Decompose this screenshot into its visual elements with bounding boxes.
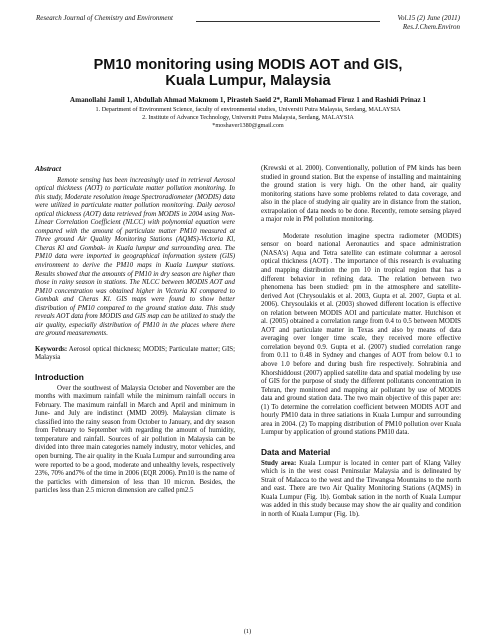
paper-title-line1: PM10 monitoring using MODIS AOT and GIS,	[93, 57, 403, 73]
running-header	[36, 14, 460, 24]
study-area-paragraph	[261, 460, 461, 520]
study-area-label: Study area:	[261, 459, 297, 467]
keywords	[35, 346, 235, 363]
journal-volume: Vol.15 (2) June (2011)	[397, 14, 460, 22]
data-material-heading: Data and Material	[261, 446, 331, 457]
abstract-text: Remote sensing has been increasingly used in retrieval Aerosol optical thickness (AOT) to particulate matter pollution monitoring. In this study, Moderate resolution image Spectroradiometer (MODIS) data were utilized in particulate matter pollution monitoring. Daily aerosol optical thickness (AOT) data retrieved from MODIS in 2004 using Non-Linear Correlation Coefficient (NLCC) with polynomial equation were compared with the amount of particulate matter PM10 measured at Three ground Air Quality Monitoring Stations (AQMS)-Victoria Kl, Cheras Kl and Gombak- in Kuala lumpur and surrounding area. The PM10 data were imported in geographical information system (GIS) environment to derive the PM10 maps in Kuala Lumpur stations. Results showed that the amounts of PM10 in dry season are higher than those in rainy season in stations. The NLCC between MODIS AOT and PM10 concentration was obtained higher in Victoria Kl compared to Gombak and Cheras Kl. GIS maps were found to show better distribution of PM10 compared to the ground station data. This study reveals AOT data from MODIS and GIS map can be utilized to study the air quality, especially distribution of PM10 in the places where there are ground measurements.	[35, 176, 235, 338]
introduction-text: Over the southwest of Malaysia October and November are the months with maximum rainfall while the minimum rainfall occurs in February. The maximum rainfall in March and April and minimum in June- and July are indistinct (MMD 2009). Malaysian climate is classified into the rainy season from October to January, and dry season from February to September with regarding the amount of humidity, temperature and rainfall. Sources of air pollution in Malaysia can be divided into three main categories namely industry, motor vehicles, and open burning. The air quality in the Kuala Lumpur and surrounding area were reported to be a good, moderate and unhealthy levels, respectively 23%, 70% and7% of the time in 2006 (EQR 2006). Pm10 is the name of the particles with dimension of less than 10 micron. Besides, the particles less than 2.5 micron dimension are called pm2.5	[35, 384, 235, 495]
page-number: (1)	[243, 628, 252, 635]
abstract-heading: Abstract	[35, 164, 62, 173]
author-list: Amanollahi Jamil 1, Abdullah Ahmad Makmom 1, Pirasteh Saeid 2*, Ramli Mohamad Firuz 1 and Rashidi Prinaz 1	[69, 96, 427, 104]
header-rule	[196, 21, 380, 22]
affiliation-1: 1. Department of Environment Science, faculty of environmental studies, Universiti Putra Malaysia, Serdang, MALAYSIA	[95, 106, 401, 113]
left-column	[35, 165, 235, 496]
keywords-label: Keywords:	[35, 345, 68, 353]
corresponding-email: *moshaver1380@gmail.com	[212, 122, 284, 129]
study-area-text: Kuala Lumpur is located in center part of Klang Valley which is in the west coast Peninsular Malaysia and is delineated by Strait of Malacca to the west and the Titwangsa Mountains to the north and east. There are two Air Quality Monitoring Stations (AQMS) in Kuala Lumpur (Fig. 1b). Gombak sation in the north of Kuala Lumpur was added in this study because may show the air quality and condition in north of Kuala Lumpur (Fig. 1b).	[261, 459, 461, 518]
journal-short-name: Res.J.Chem.Environ	[402, 23, 460, 31]
introduction-heading: Introduction	[35, 372, 84, 383]
journal-name: Research Journal of Chemistry and Environment	[36, 14, 173, 22]
paper-title-line2: Kuala Lumpur, Malaysia	[165, 73, 331, 89]
right-column	[261, 165, 461, 519]
paragraph-modis: Moderate resolution imagine spectra radiometer (MODIS) sensor on board national Aeronautics and space administration (NASA's) Aqua and Tetra satellite can estimate columnar a aerosol optical thickness (AOT) . The importance of this research is evaluating and mapping distribution the pm 10 in tropical region that has a different behavior in refining data. The relation between two phenomena has been studied: pm in the atmosphere and satellite- derived Aot (Chrysoulakis et al. 2003, Gupta et al. 2007, Gupta et al. 2006). Chrysoulakis et al. (2003) showed different location is effective on relation between MODIS AOI and particulate matter. Hutchison et al. (2005) obtained a correlation range from 0.4 to 0.5 between MODIS AOT and particulate matter in Texas and also by means of data averaging over longer time scale, they received more effective correlation beyond 0.9. Gupta et al. (2007) studied correlation range from 0.11 to 0.48 in Sydney and changes of AOT from below 0.1 to above 1.0 before and during bush fire respectively. Sohrabinia and Khorshiddoust (2007) applied satellite data and spatial modeling by use of GIS for the purpose of study the different pollutants concentration in Tehran, they monitored and mapping air pollutant by use of MODIS data and ground station data. The two main objective of this paper are: (1) To determine the correlation coefficient between MODIS AOT and hourly PM10 data in three satiations in Kuala Lumpur and surrounding area in 2004. (2) To mapping distribution of PM10 pollution over Kuala Lumpur by application of ground stations PM10 data.	[261, 232, 461, 437]
affiliation-2: 2. Institute of Advance Technology, Universiti Putra Malaysia, Serdang, MALAYSIA	[142, 114, 354, 121]
keywords-text: Aerosol optical thickness; MODIS; Particulate matter; GIS; Malaysia	[35, 345, 235, 362]
paragraph-krewski: (Krewski et al. 2000). Conventionally, pollution of PM kinds has been studied in ground station. But the expense of installing and maintaining the ground station is very high. On the other hand, air quality monitoring stations have some problems related to data coverage, and also in the place of studying air quality are in distance from the station, extrapolation of data needs to be done. Recently, remote sensing played a major role in PM pollution monitoring.	[261, 165, 461, 224]
